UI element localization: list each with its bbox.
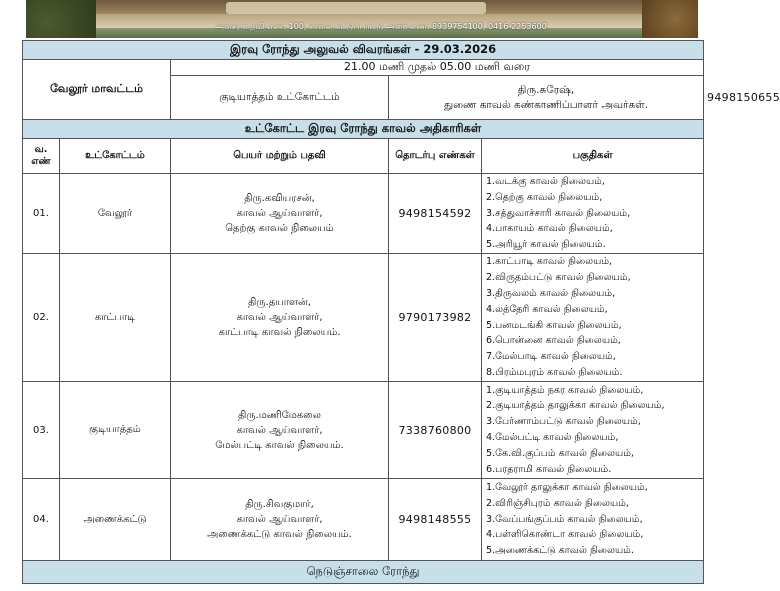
patrol-timing: 21.00 மணி முதல் 05.00 மணி வரை <box>171 60 704 76</box>
highway-patrol-title: நெடுஞ்சாலை ரோந்து <box>23 561 704 584</box>
row-serial: 04. <box>23 479 60 561</box>
row-officer <box>171 382 389 479</box>
row-phone: 9498154592 <box>389 174 482 254</box>
table-row <box>23 479 704 561</box>
subdivision-name: குடியாத்தம் உட்கோட்டம் <box>171 76 389 120</box>
row-officer <box>171 254 389 382</box>
row-officer <box>171 174 389 254</box>
row-phone: 9498148555 <box>389 479 482 561</box>
header-banner-image <box>26 0 698 38</box>
row-subdivision: குடியாத்தம் <box>60 382 171 479</box>
area-item: 3.சத்துவாச்சாரி காவல் நிலையம், <box>486 207 631 219</box>
row-serial: 01. <box>23 174 60 254</box>
row-areas <box>482 254 704 382</box>
district-name: வேலூர் மாவட்டம் <box>50 82 143 95</box>
col-name: பெயர் மற்றும் பதவி <box>171 139 389 174</box>
area-item: 1.காட்பாடி காவல் நிலையம், <box>486 256 613 268</box>
area-item: 3.பேர்ணாம்பட்டு காவல் நிலையம், <box>486 416 641 428</box>
area-item: 1.வடக்கு காவல் நிலையம், <box>486 176 605 187</box>
row-officer-name: திரு.கவியரசன், <box>244 193 315 204</box>
emergency-contact-line: அவசர உதவி எண்: 100, காவல் கட்டுப்பாட்டு அறை எண்: 8939754100, 0416-2253600 <box>215 22 547 31</box>
night-patrol-table: இரவு ரோந்து அலுவல் விவரங்கள் - 29.03.2026 வேலூர் மாவட்டம் 21.00 மணி முதல் 05.00 மணி வரை குடியாத்தம் உட்கோட்டம் திரு.சுரேஷ், துணை காவல் கண்காணிப்பாளர் அவர்கள். 9498150655 உட்கோட்ட இரவு ரோந்து காவல் அதிகாரிகள் வ. எண் உட்கோட்டம் பெயர் மற்றும் பதவி தொடர்பு எண்கள் பகுதிகள் 01. வேலூர் திரு.கவியரசன், காவல் ஆய்வாளர், தெற்கு காவல் நிலையம் 9498154592 1.வடக்கு காவல் நிலையம், 2.தெற்கு காவல் நிலையம், 3.சத்துவாச்சாரி காவல் நிலையம், 4.பாகாயம் காவல் நிலையம், 5.அரியூர் காவல் நிலையம். 02. காட்பாடி திரு.தயாளன், காவல் ஆய்வாளர், காட்பாடி காவல் நிலையம். 9790173982 1.காட்பாடி காவல் நிலையம், 2.விருதம்பட்டு காவல் நிலையம், 3.திருவலம் காவல் நிலையம், 4.லத்தேரி காவல் நிலையம், 5.பனமடங்கி காவல் நிலையம், 6.பொன்னை காவல் நிலையம், 7.மேல்பாடி காவல் நிலையம், 8.பிரம்மபுரம் காவல் நிலையம். 03. குடியாத்தம் திரு.மணிமேகலை காவல் ஆய்வாளர், மேல்பட்டி காவல் நிலையம். 7338760800 1.குடியாத்தம் நகர காவல் நிலையம், 2.குடியாத்தம் தாலுக்கா காவல் நிலையம், 3.பேர்ணாம்பட்டு காவல் நிலையம், 4.மேல்பட்டி காவல் நிலையம், 5.கே.வி.குப்பம் காவல் நிலையம், 6.பரதராமி காவல் நிலையம். 04. அணைக்கட்டு திரு.சிவகுமார், காவல் ஆய்வாளர், அணைக்கட்டு காவல் நிலையம். 9498148555 1.வேலூர் தாலுக்கா காவல் நிலையம், 2.விரிஞ்சிபுரம் காவல் நிலையம், 3.வேப்பங்குப்பம் காவல் நிலையம், 4.பள்ளிகொண்டா காவல் நிலையம், 5.அணைக்கட்டு காவல் நிலையம். நெடுஞ்சாலை ரோந்து <box>22 40 704 584</box>
area-item: 3.வேப்பங்குப்பம் காவல் நிலையம், <box>486 513 643 525</box>
table-row <box>23 174 704 254</box>
row-areas <box>482 479 704 561</box>
row-subdivision: காட்பாடி <box>60 254 171 382</box>
row-serial: 03. <box>23 382 60 479</box>
area-item: 5.அரியூர் காவல் நிலையம். <box>486 239 606 251</box>
district-label <box>23 60 171 120</box>
area-item: 8.பிரம்மபுரம் காவல் நிலையம். <box>486 366 623 378</box>
area-item: 3.திருவலம் காவல் நிலையம், <box>486 287 616 299</box>
row-officer-station: அணைக்கட்டு காவல் நிலையம். <box>207 529 352 540</box>
row-serial: 02. <box>23 254 60 382</box>
area-item: 4.பாகாயம் காவல் நிலையம், <box>486 223 613 235</box>
area-item: 5.கே.வி.குப்பம் காவல் நிலையம், <box>486 447 634 459</box>
supervising-officer <box>389 76 704 120</box>
row-officer-station: தெற்கு காவல் நிலையம் <box>225 223 334 234</box>
row-subdivision: அணைக்கட்டு <box>60 479 171 561</box>
area-item: 5.பனமடங்கி காவல் நிலையம், <box>486 319 622 331</box>
row-areas <box>482 174 704 254</box>
area-item: 6.பரதராமி காவல் நிலையம். <box>486 463 612 475</box>
row-phone: 9790173982 <box>389 254 482 382</box>
table-row <box>23 382 704 479</box>
row-officer <box>171 479 389 561</box>
section-title: உட்கோட்ட இரவு ரோந்து காவல் அதிகாரிகள் <box>23 120 704 139</box>
area-item: 4.மேல்பட்டி காவல் நிலையம், <box>486 432 619 443</box>
document-title: இரவு ரோந்து அலுவல் விவரங்கள் - 29.03.2026 <box>23 41 704 60</box>
row-subdivision: வேலூர் <box>60 174 171 254</box>
officer-name: திரு.சுரேஷ், <box>517 83 575 96</box>
area-item: 2.விருதம்பட்டு காவல் நிலையம், <box>486 272 631 284</box>
row-officer-designation: காவல் ஆய்வாளர், <box>236 514 323 525</box>
col-areas: பகுதிகள் <box>482 139 704 174</box>
banner-trees-right <box>642 0 698 38</box>
banner-trees-left <box>26 0 96 38</box>
row-areas <box>482 382 704 479</box>
area-item: 2.தெற்கு காவல் நிலையம், <box>486 191 603 203</box>
col-phone: தொடர்பு எண்கள் <box>389 139 482 174</box>
row-officer-designation: காவல் ஆய்வாளர், <box>236 208 323 219</box>
officer-designation: துணை காவல் கண்காணிப்பாளர் அவர்கள். <box>443 98 649 111</box>
banner-fort <box>226 2 486 14</box>
col-subdivision: உட்கோட்டம் <box>60 139 171 174</box>
row-officer-designation: காவல் ஆய்வாளர், <box>236 424 323 436</box>
row-officer-designation: காவல் ஆய்வாளர், <box>236 312 323 323</box>
table-row <box>23 254 704 382</box>
area-item: 1.வேலூர் தாலுக்கா காவல் நிலையம், <box>486 482 648 493</box>
area-item: 6.பொன்னை காவல் நிலையம், <box>486 335 621 347</box>
col-serial: வ. எண் <box>23 139 60 174</box>
area-item: 4.லத்தேரி காவல் நிலையம், <box>486 303 608 315</box>
area-item: 5.அணைக்கட்டு காவல் நிலையம். <box>486 545 634 557</box>
row-officer-name: திரு.சிவகுமார், <box>245 499 314 510</box>
area-item: 1.குடியாத்தம் நகர காவல் நிலையம், <box>486 384 644 396</box>
area-item: 2.குடியாத்தம் தாலுக்கா காவல் நிலையம், <box>486 400 665 412</box>
row-officer-station: காட்பாடி காவல் நிலையம். <box>218 327 341 338</box>
row-officer-name: திரு.தயாளன், <box>248 297 311 308</box>
area-item: 4.பள்ளிகொண்டா காவல் நிலையம், <box>486 529 644 541</box>
row-officer-name: திரு.மணிமேகலை <box>238 409 321 421</box>
row-phone: 7338760800 <box>389 382 482 479</box>
area-item: 2.விரிஞ்சிபுரம் காவல் நிலையம், <box>486 497 629 509</box>
area-item: 7.மேல்பாடி காவல் நிலையம், <box>486 351 616 363</box>
row-officer-station: மேல்பட்டி காவல் நிலையம். <box>215 439 344 451</box>
